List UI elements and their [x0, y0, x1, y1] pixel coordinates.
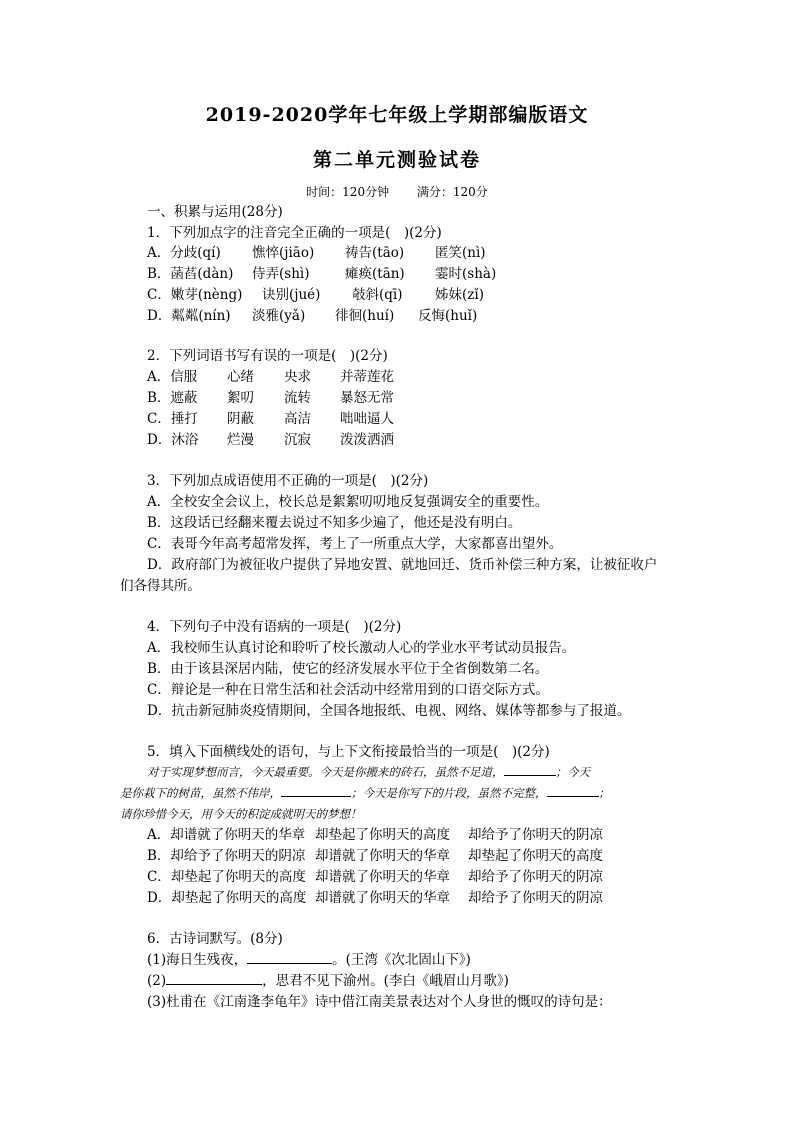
q6-line1: [147, 951, 471, 969]
q5-passage-line1: [120, 762, 675, 783]
exam-score: 满分：120分: [416, 185, 488, 199]
q1-d-2: 淡雅(yǎ): [252, 308, 306, 324]
q2-d-2: 烂漫: [227, 432, 254, 448]
q5-option-c: [147, 868, 603, 886]
q2-a-4: 并蒂莲花: [340, 369, 394, 385]
exam-title-line1: 2019-2020学年七年级上学期部编版语文: [205, 104, 589, 126]
q2-a-1: A．信服: [147, 369, 198, 385]
section-heading: 一、积累与运用(28分): [147, 204, 283, 220]
q5-b-1: B．却给予了你明天的阴凉: [147, 848, 306, 864]
q1-a-4: 匿笑(nì): [435, 245, 486, 261]
q1-option-a: [147, 244, 486, 262]
q3-option-a: A．全校安全会议上，校长总是絮絮叨叨地反复强调安全的重要性。: [147, 494, 549, 510]
q4-option-b: B．由于该县深居内陆，使它的经济发展水平位于全省倒数第二名。: [147, 661, 549, 677]
q1-option-b: [147, 265, 496, 283]
q5-p1b: ；今天: [555, 765, 590, 779]
q1-b-1: B．菡萏(dàn): [147, 266, 234, 282]
q2-a-2: 心绪: [227, 369, 254, 385]
q4-option-a: A．我校师生认真讨论和聆听了校长激动人心的学业水平考试动员报告。: [147, 640, 576, 656]
q3-stem: 3．下列加点成语使用不正确的一项是( )(2分): [147, 473, 429, 489]
q1-d-1: D．粼粼(nín): [147, 308, 231, 324]
q5-c-1: C．却垫起了你明天的高度: [147, 869, 306, 885]
exam-title-line2: 第二单元测验试卷: [312, 149, 481, 171]
q5-passage: [120, 762, 675, 825]
q2-b-1: B．遮蔽: [147, 390, 198, 406]
q6-line3: (3)杜甫在《江南逢李龟年》诗中借江南美景表达对个人身世的慨叹的诗句是：: [147, 994, 612, 1010]
q6-blank-2[interactable]: [166, 972, 262, 985]
q5-blank-1[interactable]: [504, 763, 556, 776]
q1-option-c: [147, 286, 484, 304]
q6-l1a: (1)海日生残夜，: [147, 952, 248, 968]
q2-stem: 2．下列词语书写有误的一项是( )(2分): [147, 348, 388, 364]
q1-d-4: 反悔(huǐ): [418, 308, 478, 324]
q2-c-4: 咄咄逼人: [340, 411, 394, 427]
q4-option-c: C．辩论是一种在日常生活和社会活动中经常用到的口语交际方式。: [147, 682, 549, 698]
q2-b-3: 流转: [284, 390, 311, 406]
q3-option-d-line1: D．政府部门为被征收户提供了异地安置、就地回迁、货币补偿三种方案，让被征收户: [147, 557, 658, 573]
q2-a-3: 央求: [284, 369, 311, 385]
q2-b-2: 絮叨: [227, 390, 254, 406]
q5-d-2: 却谱就了你明天的华章: [315, 890, 450, 906]
q3-option-c: C．表哥今年高考超常发挥，考上了一所重点大学，大家都喜出望外。: [147, 536, 563, 552]
q1-a-3: 祷告(tāo): [345, 245, 405, 261]
q5-d-3: 却给予了你明天的阴凉: [468, 890, 603, 906]
q2-option-c: [147, 410, 394, 428]
exam-meta: [0, 183, 794, 200]
q5-blank-3[interactable]: [547, 784, 599, 797]
q2-d-4: 泼泼洒洒: [340, 432, 394, 448]
q5-c-3: 却给予了你明天的阴凉: [468, 869, 603, 885]
q1-c-3: 攲斜(qī): [352, 287, 403, 303]
q5-a-2: 却垫起了你明天的高度: [315, 827, 450, 843]
q6-line2: [147, 972, 509, 990]
q5-passage-line3: 请你珍惜今天，用今天的积淀成就明天的梦想！: [120, 807, 362, 821]
q1-c-1: C．嫩芽(nèng): [147, 287, 243, 303]
q2-option-d: [147, 431, 394, 449]
q2-c-1: C．捶打: [147, 411, 198, 427]
q6-blank-1[interactable]: [247, 951, 332, 964]
q5-p2c: ；: [598, 786, 610, 800]
q5-b-2: 却谱就了你明天的华章: [315, 848, 450, 864]
q5-p1a: 对于实现梦想而言，今天最重要。今天是你搬来的砖石，虽然不足道，: [147, 765, 504, 779]
q5-p2b: ；今天是你写下的片段，虽然不完整，: [351, 786, 547, 800]
q6-l2a: (2): [147, 973, 167, 989]
q3-option-b: B．这段话已经翻来覆去说过不知多少遍了，他还是没有明白。: [147, 515, 522, 531]
q1-c-2: 诀别(jué): [262, 287, 321, 303]
q6-stem: 6．古诗词默写。(8分): [147, 931, 283, 947]
q4-option-d: D．抗击新冠肺炎疫情期间，全国各地报纸、电视、网络、媒体等都参与了报道。: [147, 703, 631, 719]
q5-c-2: 却谱就了你明天的华章: [315, 869, 450, 885]
q5-b-3: 却垫起了你明天的高度: [468, 848, 603, 864]
q5-option-b: [147, 847, 603, 865]
q1-b-3: 瘫痪(tān): [345, 266, 405, 282]
q1-c-4: 姊妹(zǐ): [435, 287, 484, 303]
q5-passage-line2: [120, 783, 675, 804]
q2-option-b: [147, 389, 394, 407]
exam-time: 时间：120分钟: [306, 185, 390, 199]
q5-option-d: [147, 889, 603, 907]
q1-b-4: 霎时(shà): [435, 266, 497, 282]
q6-l2b: ，思君不见下渝州。(李白《峨眉山月歌》): [262, 973, 509, 989]
q2-b-4: 暴怒无常: [340, 390, 394, 406]
q1-d-3: 徘徊(huí): [335, 308, 395, 324]
q4-stem: 4．下列句子中没有语病的一项是( )(2分): [147, 619, 402, 635]
q1-a-1: A．分歧(qí): [147, 245, 221, 261]
q3-option-d-line2: 们各得其所。: [120, 578, 201, 594]
q2-option-a: [147, 368, 394, 386]
q5-a-3: 却给予了你明天的阴凉: [468, 827, 603, 843]
q5-blank-2[interactable]: [281, 784, 351, 797]
q5-p2a: 是你栽下的树苗，虽然不伟岸，: [120, 786, 281, 800]
q2-d-3: 沉寂: [284, 432, 311, 448]
q2-c-2: 阴蔽: [227, 411, 254, 427]
q5-d-1: D．却垫起了你明天的高度: [147, 890, 307, 906]
q2-c-3: 高洁: [284, 411, 311, 427]
q6-l1b: 。(王湾《次北固山下》): [332, 952, 471, 968]
q1-option-d: [147, 307, 477, 325]
q1-stem: 1．下列加点字的注音完全正确的一项是( )(2分): [147, 225, 442, 241]
q1-b-2: 侍弄(shì): [252, 266, 310, 282]
q1-a-2: 憔悴(jiāo): [252, 245, 315, 261]
q5-stem: 5．填入下面横线处的语句，与上下文衔接最恰当的一项是( )(2分): [147, 744, 550, 760]
q5-a-1: A．却谱就了你明天的华章: [147, 827, 306, 843]
q2-d-1: D．沐浴: [147, 432, 199, 448]
q5-option-a: [147, 826, 603, 844]
